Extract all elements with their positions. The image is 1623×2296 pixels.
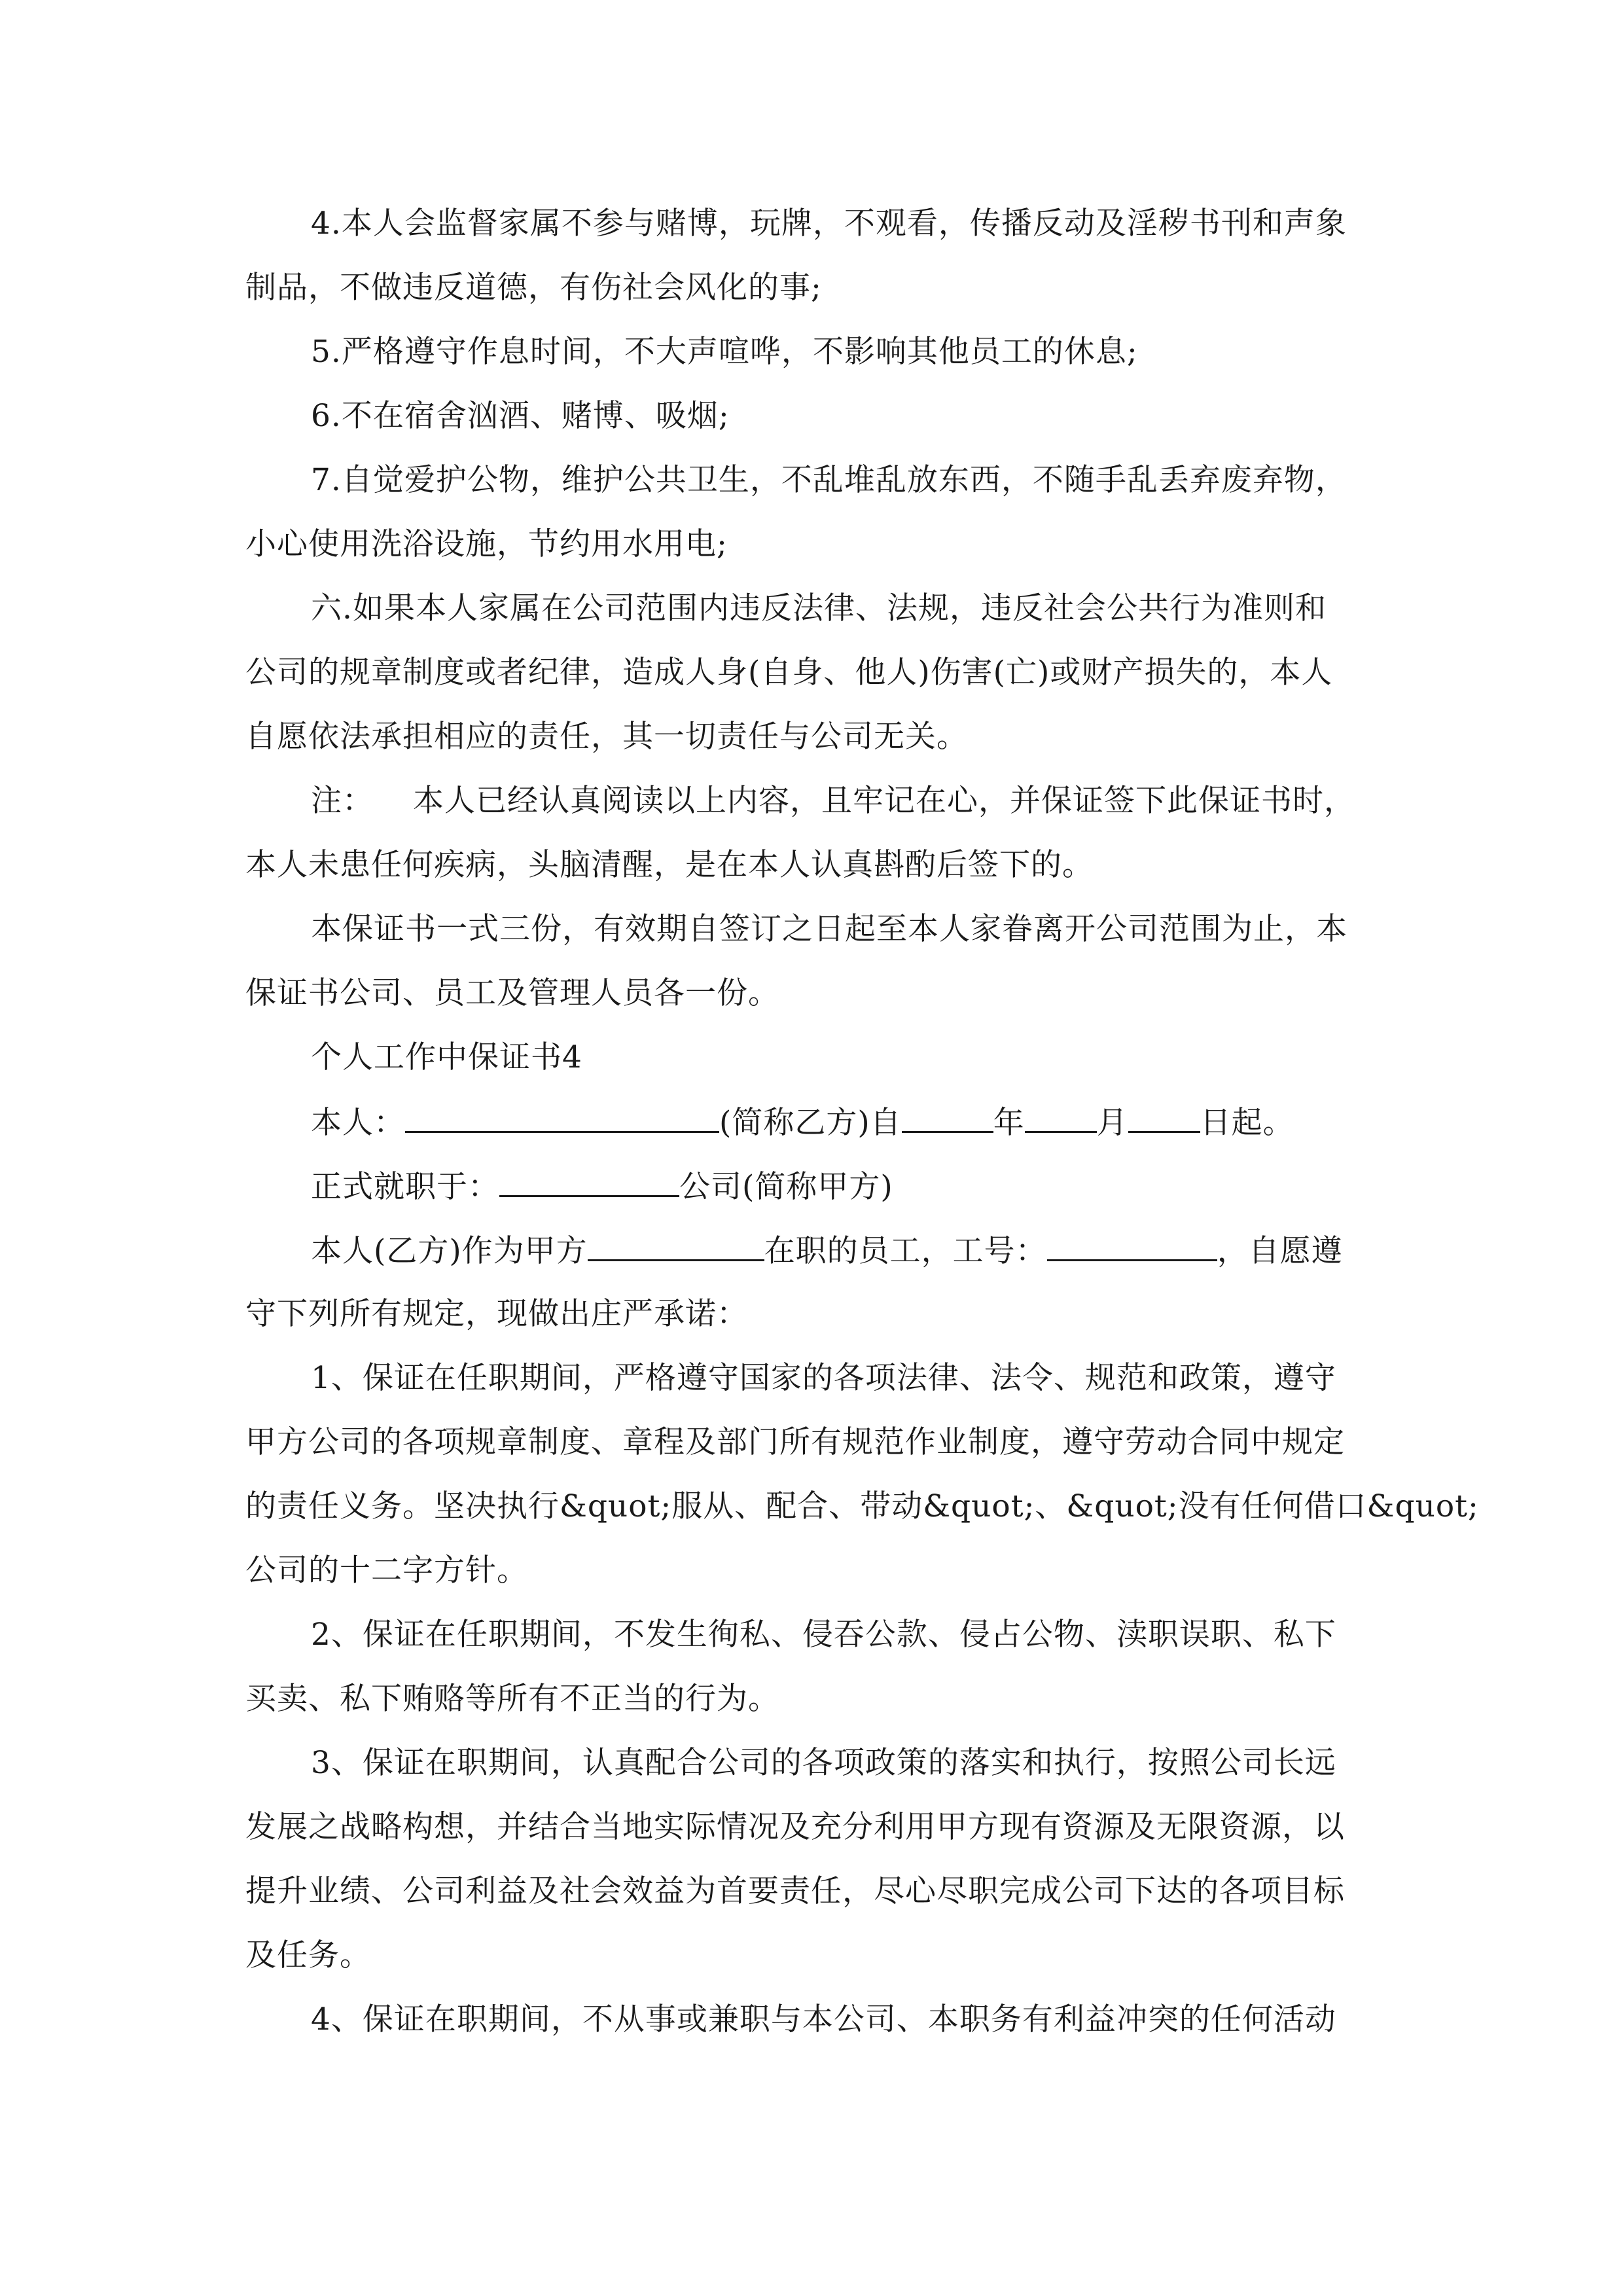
- field-label: ，自愿遵: [1217, 1233, 1343, 1269]
- day-blank[interactable]: [1128, 1102, 1200, 1133]
- paragraph-line: 买卖、私下贿赂等所有不正当的行为。: [245, 1681, 779, 1717]
- company-blank[interactable]: [499, 1166, 679, 1197]
- field-label: 公司(简称甲方): [679, 1169, 893, 1205]
- field-label: 年: [993, 1105, 1025, 1141]
- paragraph-line: 及任务。: [245, 1937, 371, 1973]
- paragraph-line: 的责任义务。坚决执行&quot;服从、配合、带动&quot;、&quot;没有任何借口&quot;: [245, 1488, 1479, 1524]
- paragraph-line: 小心使用洗浴设施，节约用水用电;: [245, 526, 728, 562]
- paragraph-line: 7.自觉爱护公物，维护公共卫生，不乱堆乱放东西，不随手乱丢弃废弃物，: [311, 462, 1347, 498]
- name-blank[interactable]: [405, 1102, 719, 1133]
- paragraph-line: 4、保证在职期间，不从事或兼职与本公司、本职务有利益冲突的任何活动: [311, 2001, 1336, 2037]
- fill-in-line: [311, 1230, 1343, 1270]
- fill-in-line: [311, 1166, 893, 1206]
- field-label: 正式就职于：: [311, 1169, 499, 1205]
- paragraph-line: 发展之战略构想，并结合当地实际情况及充分利用甲方现有资源及无限资源，以: [245, 1809, 1345, 1845]
- paragraph-line: 提升业绩、公司利益及社会效益为首要责任，尽心尽职完成公司下达的各项目标: [245, 1873, 1345, 1909]
- paragraph-line: 自愿依法承担相应的责任，其一切责任与公司无关。: [245, 719, 968, 755]
- paragraph-line: 6.不在宿舍汹酒、赌博、吸烟;: [311, 398, 730, 434]
- fill-in-line: [311, 1102, 1294, 1141]
- field-label: 本人：: [311, 1105, 405, 1141]
- paragraph-line: 本人未患任何疾病，头脑清醒，是在本人认真斟酌后签下的。: [245, 847, 1094, 883]
- paragraph-line: 制品，不做违反道德，有伤社会风化的事;: [245, 270, 822, 306]
- paragraph-line: 3、保证在职期间，认真配合公司的各项政策的落实和执行，按照公司长远: [311, 1745, 1336, 1781]
- field-label: 在职的员工，工号：: [764, 1233, 1047, 1269]
- field-label: 本人(乙方)作为甲方: [311, 1233, 588, 1269]
- paragraph-line: 4.本人会监督家属不参与赌博，玩牌，不观看，传播反动及淫秽书刊和声象: [311, 206, 1347, 242]
- paragraph-line: 1、保证在任职期间，严格遵守国家的各项法律、法令、规范和政策，遵守: [311, 1360, 1336, 1396]
- paragraph-line: 守下列所有规定，现做出庄严承诺：: [245, 1296, 748, 1332]
- note-text: 本人已经认真阅读以上内容，且牢记在心，并保证签下此保证书时，: [413, 783, 1355, 819]
- section-title: 个人工作中保证书4: [311, 1039, 582, 1075]
- paragraph-line: 5.严格遵守作息时间，不大声喧哗，不影响其他员工的休息;: [311, 334, 1138, 370]
- paragraph-line: 甲方公司的各项规章制度、章程及部门所有规范作业制度，遵守劳动合同中规定: [245, 1424, 1345, 1460]
- paragraph-line: [311, 781, 1355, 821]
- field-label: 月: [1096, 1105, 1128, 1141]
- paragraph-line: 六.如果本人家属在公司范围内违反法律、法规，违反社会公共行为准则和: [311, 590, 1327, 626]
- note-label: 注：: [311, 783, 374, 819]
- employee-id-blank[interactable]: [1047, 1230, 1217, 1261]
- paragraph-line: 保证书公司、员工及管理人员各一份。: [245, 975, 779, 1011]
- month-blank[interactable]: [1025, 1102, 1097, 1133]
- paragraph-line: 本保证书一式三份，有效期自签订之日起至本人家眷离开公司范围为止，本: [311, 911, 1347, 947]
- year-blank[interactable]: [902, 1102, 993, 1133]
- field-label: 日起。: [1200, 1105, 1294, 1141]
- paragraph-line: 公司的规章制度或者纪律，造成人身(自身、他人)伤害(亡)或财产损失的，本人: [245, 655, 1333, 691]
- paragraph-line: 公司的十二字方针。: [245, 1552, 528, 1588]
- field-label: (简称乙方)自: [719, 1105, 902, 1141]
- employer-blank[interactable]: [588, 1230, 764, 1261]
- paragraph-line: 2、保证在任职期间，不发生徇私、侵吞公款、侵占公物、渎职误职、私下: [311, 1617, 1336, 1653]
